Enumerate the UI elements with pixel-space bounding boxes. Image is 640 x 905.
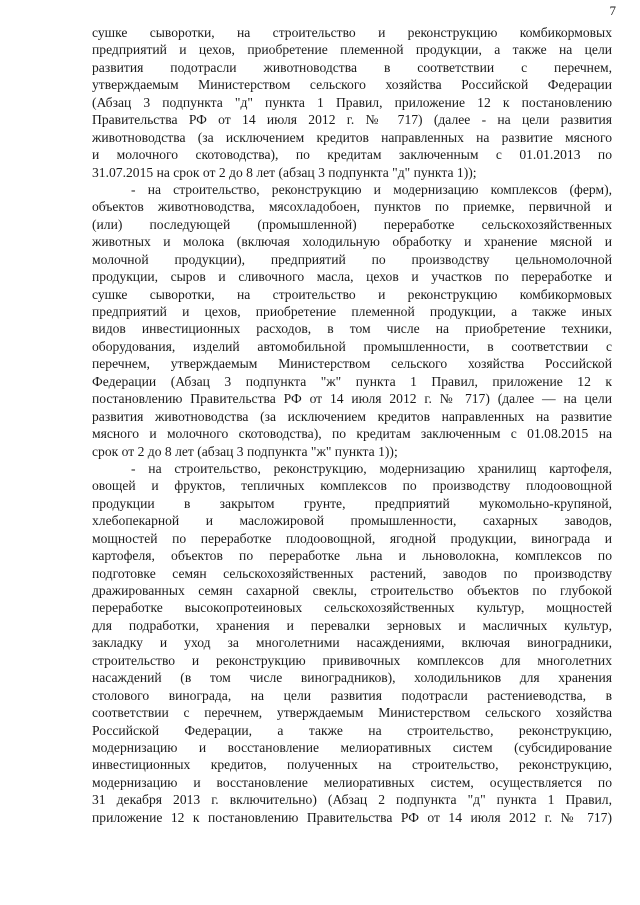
text-line: оборудования, изделий автомобильной промышленности, в соответствии с — [92, 338, 612, 354]
text-line: животноводства (за исключением кредитов направленных на развитие мясного — [92, 129, 612, 145]
text-line: переработке высокопротеиновых сельскохозяйственных культур, мощностей — [92, 600, 612, 616]
text-line: приложение 12 к постановлению Правительства РФ от 14 июля 2012 г. № 717) — [92, 809, 612, 825]
text-line: закладку и уход за многолетними насаждениями, включая виноградники, — [92, 635, 612, 651]
text-line: (Абзац 3 подпункта "д" пункта 1 Правил, приложение 12 к постановлению — [92, 94, 612, 110]
text-line: животных и молока (включая холодильную обработку и хранение мясной и — [92, 234, 612, 250]
text-line: видов инвестиционных расходов, в том числе на приобретение техники, — [92, 321, 612, 337]
text-line: предприятий и цехов, приобретение племенной продукции, а также иных — [92, 304, 612, 319]
text-line: Правительства РФ от 14 июля 2012 г. № 717) (далее - на цели развития — [92, 112, 612, 128]
text-line: мощностей по переработке плодоовощной, ягодной продукции, винограда и — [92, 530, 612, 546]
text-line: строительство и реконструкцию прививочных комплексов для многолетних — [92, 652, 612, 668]
text-line: перечнем, утверждаемым Министерством сельского хозяйства Российской — [92, 356, 612, 372]
text-line: инвестиционных кредитов, полученных на строительство, реконструкцию, — [92, 757, 612, 773]
text-line: развития животноводства (за исключением кредитов направленных на развитие — [92, 408, 612, 424]
text-line: объектов животноводства, мясохладобоен, пунктов по приемке, первичной и — [92, 199, 612, 215]
text-line: сушке сыворотки, на строительство и реконструкцию комбикормовых — [92, 286, 612, 302]
text-line: - на строительство, реконструкцию, модернизацию хранилищ картофеля, — [131, 460, 612, 476]
text-line: столового винограда, на цели развития подотрасли растениеводства, в — [92, 687, 612, 703]
text-line: продукции, сыров и сливочного масла, цехов и участков по переработке и — [92, 269, 612, 285]
text-line: насаждений (в том числе виноградников), холодильников для хранения — [92, 670, 612, 686]
text-line: для подработки, хранения и перевалки зерновых и масличных культур, — [92, 617, 612, 633]
text-line: соответствии с перечнем, утверждаемым Министерством сельского хозяйства — [92, 705, 612, 721]
text-line: предприятий и цехов, приобретение племенной продукции, а также на цели — [92, 42, 612, 58]
text-line: 31 декабря 2013 г. включительно) (Абзац 2 подпункта "д" пункта 1 Правил, — [92, 792, 612, 808]
body-text — [92, 24, 612, 826]
text-line: развития подотрасли животноводства в соответствии с перечнем, — [92, 59, 612, 75]
text-line: подготовке семян сельскохозяйственных растений, заводов по производству — [92, 565, 612, 581]
text-line: 31.07.2015 на срок от 2 до 8 лет (абзац 3 подпункта "д" пункта 1)); — [92, 164, 477, 180]
text-line: овощей и фруктов, тепличных комплексов по производству плодоовощной — [92, 478, 612, 494]
text-line: и молочного скотоводства), по кредитам заключенным с 01.01.2013 по — [92, 147, 612, 163]
text-line: продукции в закрытом грунте, предприятий мукомольно-крупяной, — [92, 495, 612, 511]
text-line: утверждаемым Министерством сельского хозяйства Российской Федерации — [92, 77, 612, 93]
text-line: Российской Федерации, а также на строительство, реконструкцию, — [92, 722, 612, 738]
text-line: мясного и молочного скотоводства), по кредитам заключенным с 01.08.2015 на — [92, 426, 612, 442]
text-line: постановлению Правительства РФ от 14 июля 2012 г. № 717) (далее — на цели — [92, 391, 612, 407]
text-line: (или) последующей (промышленной) переработке сельскохозяйственных — [92, 216, 612, 232]
text-line: - на строительство, реконструкцию и модернизацию комплексов (ферм), — [131, 181, 612, 197]
text-line: молочной продукции), предприятий по производству цельномолочной — [92, 251, 612, 267]
text-line: Федерации (Абзац 3 подпункта "ж" пункта 1 Правил, приложение 12 к — [92, 373, 612, 389]
page-number: 7 — [609, 3, 616, 18]
text-line: хлебопекарной и масложировой промышленности, сахарных заводов, — [92, 513, 612, 529]
text-line: модернизацию и восстановление мелиоративных систем (субсидирование — [92, 739, 612, 755]
text-line: картофеля, объектов по переработке льна и льноволокна, комплексов по — [92, 548, 612, 564]
text-line: модернизацию и восстановление мелиоративных систем, осуществляется по — [92, 774, 612, 790]
text-line: срок от 2 до 8 лет (абзац 3 подпункта "ж" пункта 1)); — [92, 443, 398, 459]
text-line: дражированных семян сахарной свеклы, строительство объектов по глубокой — [92, 583, 612, 598]
text-line: сушке сыворотки, на строительство и реконструкцию комбикормовых — [92, 25, 612, 40]
